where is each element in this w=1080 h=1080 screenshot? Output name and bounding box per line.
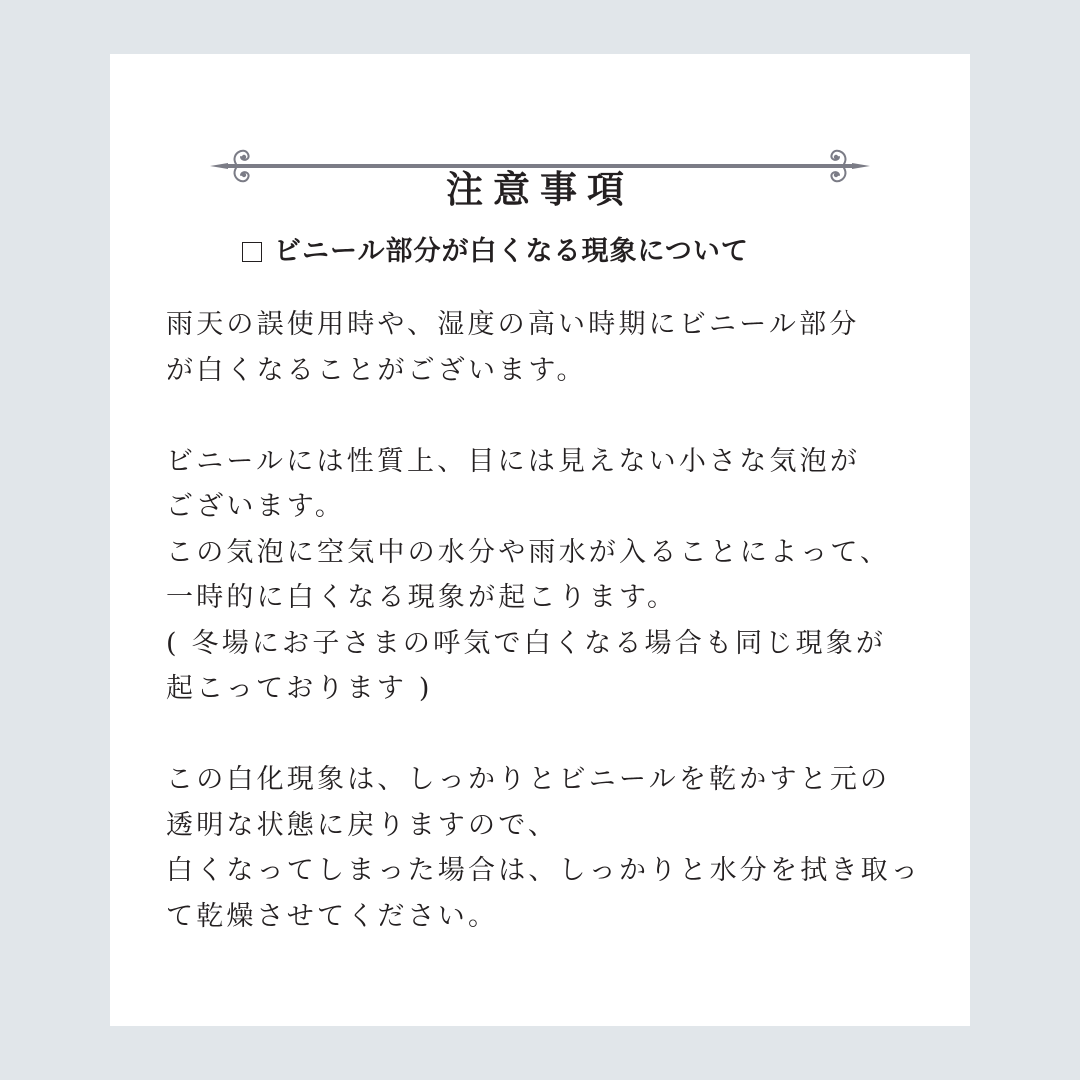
notice-body — [166, 302, 936, 939]
text-line: 雨天の誤使用時や、湿度の高い時期にビニール部分 — [166, 309, 860, 340]
paragraph-3 — [166, 757, 936, 939]
text-line: ( 冬場にお子さまの呼気で白くなる場合も同じ現象が — [166, 627, 887, 659]
section-heading — [242, 228, 749, 276]
text-line: この気泡に空気中の水分や雨水が入ることによって、 — [166, 536, 891, 568]
section-heading-text: ビニール部分が白くなる現象について — [274, 236, 749, 267]
text-line: この白化現象は、しっかりとビニールを乾かすと元の — [166, 764, 891, 795]
text-line: ございます。 — [166, 491, 346, 522]
paragraph-spacer — [166, 712, 936, 758]
ornamental-divider-icon — [206, 142, 874, 198]
paragraph-1 — [166, 302, 936, 393]
notice-card — [110, 54, 970, 1026]
page-title: 注意事項 — [446, 167, 634, 211]
text-line: ビニールには性質上、目には見えない小さな気泡が — [166, 445, 861, 477]
text-line: 一時的に白くなる現象が起こります。 — [166, 582, 678, 613]
paragraph-spacer — [166, 393, 936, 439]
text-line: 起こっております ) — [166, 673, 433, 704]
text-line: 透明な状態に戻りますので、 — [166, 809, 559, 841]
text-line: 白くなってしまった場合は、しっかりと水分を拭き取っ — [166, 855, 921, 886]
paragraph-2 — [166, 439, 936, 712]
text-line: が白くなることがございます。 — [166, 354, 587, 386]
text-line: て乾燥させてください。 — [166, 900, 499, 932]
checkbox-square-icon — [242, 242, 262, 262]
